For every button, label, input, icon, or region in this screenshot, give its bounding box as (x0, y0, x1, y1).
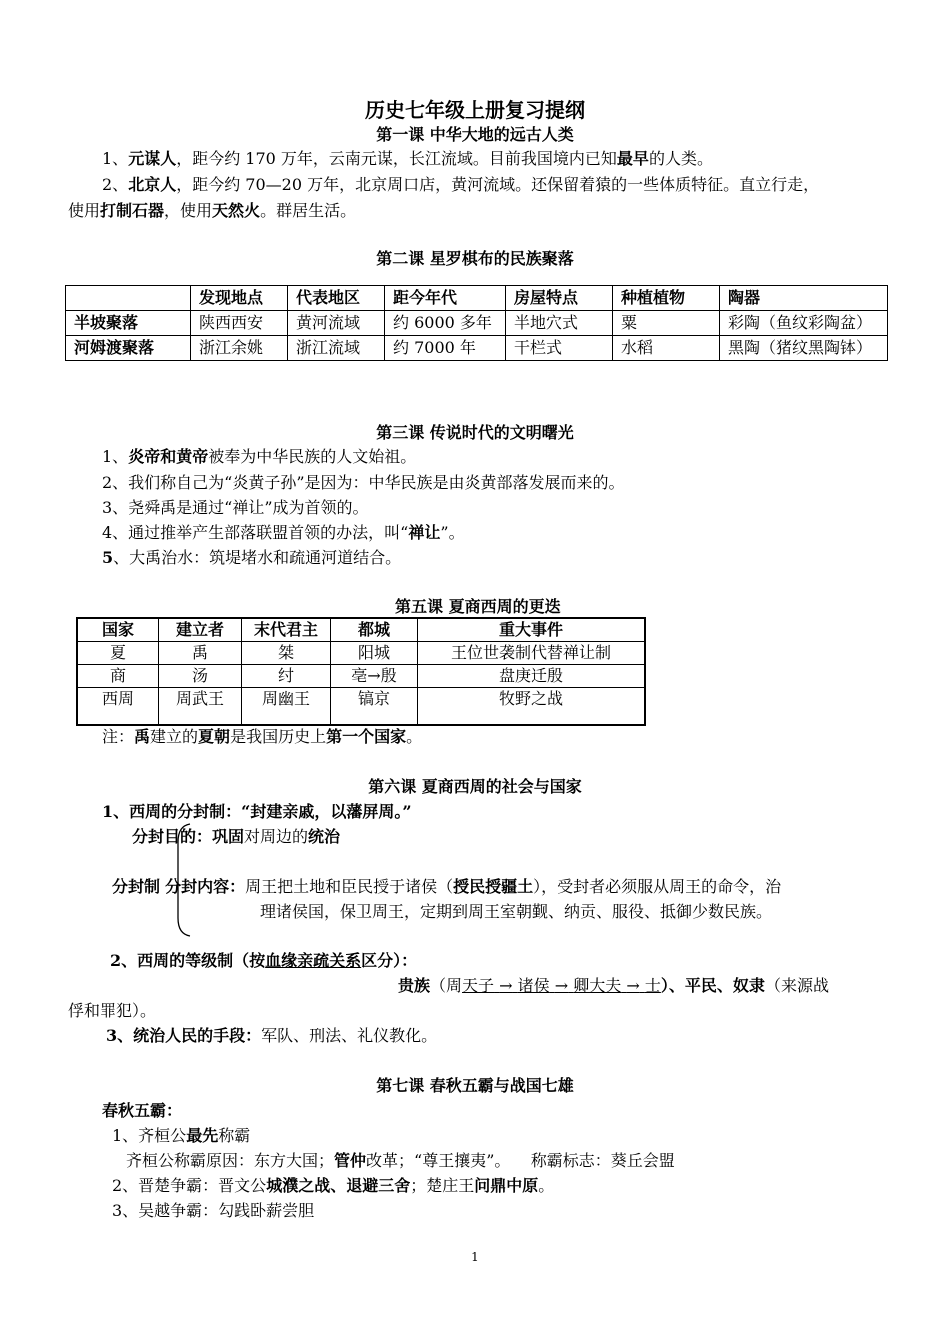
table-cell: 周幽王 (242, 688, 331, 726)
arrow-icon: → (626, 976, 640, 995)
lesson3-line4 (102, 520, 465, 543)
table-cell: 粟 (613, 311, 720, 336)
table-header-row (66, 286, 888, 311)
lesson5-note (102, 724, 422, 747)
item-number: 2、 (102, 175, 129, 194)
text: 称霸 (218, 1126, 251, 1145)
text: ，距今约 170 万年，云南元谋，长江流域。目前我国境内已知 (176, 149, 617, 168)
table-header-cell: 重大事件 (418, 618, 646, 642)
keyword: 北京人 (128, 175, 177, 194)
text: 称霸标志：葵丘会盟 (530, 1151, 675, 1170)
table-row (66, 336, 888, 361)
text: 4、通过推举产生部落联盟首领的办法，叫“ (102, 523, 409, 542)
lesson7-heading: 第七课 春秋五霸与战国七雄 (376, 1076, 574, 1095)
table-header-cell: 种植植物 (613, 286, 720, 311)
table-header-cell: 代表地区 (288, 286, 385, 311)
text: 周王把土地和臣民授于诸侯（ (245, 877, 454, 896)
text: ，距今约 70—20 万年，北京周口店，黄河流域。还保留着猿的一些体质特征。直立行走， (176, 175, 820, 194)
text: ），受封者必须服从周王的命令，治 (533, 877, 782, 896)
page-number: 1 (471, 1250, 479, 1264)
lesson1-line2-cont (68, 198, 356, 221)
keyword: 最先 (186, 1126, 219, 1145)
keyword: 炎帝和黄帝 (128, 447, 209, 466)
table-cell: 约 6000 多年 (385, 311, 506, 336)
text: （来源战 (764, 976, 829, 995)
table-header-cell: 建立者 (159, 618, 242, 642)
keyword: 平民 (684, 976, 717, 995)
table-header-cell: 陶器 (720, 286, 888, 311)
arrow-icon: → (499, 976, 513, 995)
item-number: 1、 (102, 149, 129, 168)
table-cell: 约 7000 年 (385, 336, 506, 361)
table-header-row (77, 618, 645, 642)
table-cell: 夏 (77, 642, 159, 665)
fenfeng-content (112, 874, 781, 897)
text: 被奉为中华民族的人文始祖。 (208, 447, 417, 466)
text: 。 (538, 1176, 555, 1195)
table-cell: 水稻 (613, 336, 720, 361)
table-cell: 亳→殷 (331, 665, 418, 688)
rank-line-cont: 俘和罪犯）。 (68, 1001, 157, 1020)
text: 、 (716, 976, 733, 995)
text: 注： (102, 727, 135, 746)
text: 1、齐桓公 (112, 1126, 187, 1145)
table-cell: 陕西西安 (191, 311, 288, 336)
text: 、大禹治水：筑堤堵水和疏通河道结合。 (113, 548, 402, 567)
lesson1-line1 (102, 146, 713, 169)
keyword: 巩固 (212, 827, 245, 846)
text: 军队、刑法、礼仪教化。 (261, 1026, 438, 1045)
text: 2、西周的等级制（按 (110, 951, 266, 970)
keyword: 奴隶 (732, 976, 765, 995)
keyword: 禹 (134, 727, 151, 746)
text: 是我国历史上 (230, 727, 327, 746)
item-number: 1、 (102, 447, 129, 466)
page-title: 历史七年级上册复习提纲 (365, 98, 585, 122)
table-cell: 半坡聚落 (66, 311, 191, 336)
table-cell: 干栏式 (506, 336, 613, 361)
table-cell: 周武王 (159, 688, 242, 726)
lesson6-item1: 1、西周的分封制：“封建亲戚，以藩屏周。” (102, 802, 412, 821)
lesson6-heading: 第六课 夏商西周的社会与国家 (368, 777, 582, 796)
table-cell: 黑陶（猪纹黑陶钵） (720, 336, 888, 361)
text: 。 (406, 727, 423, 746)
lesson7-line1b (126, 1148, 675, 1171)
table-header-cell: 末代君主 (242, 618, 331, 642)
table-cell: 王位世袭制代替禅让制 (418, 642, 646, 665)
keyword: 禅让 (408, 523, 441, 542)
table-cell: 阳城 (331, 642, 418, 665)
lesson5-heading: 第五课 夏商西周的更迭 (395, 597, 561, 616)
text: 2、晋楚争霸：晋文公 (112, 1176, 267, 1195)
fenfeng-content-cont: 理诸侯国，保卫周王，定期到周王室朝觐、纳贡、服役、抵御少数民族。 (260, 902, 773, 921)
table-cell: 河姆渡聚落 (66, 336, 191, 361)
text: 改革；“尊王攘夷”。 (366, 1151, 511, 1170)
lesson7-line3: 3、吴越争霸：勾践卧薪尝胆 (112, 1201, 315, 1220)
lesson3-line5 (102, 545, 401, 568)
table-cell: 浙江流域 (288, 336, 385, 361)
item-number: 5 (102, 548, 114, 567)
table-header-cell (66, 286, 191, 311)
table-cell: 西周 (77, 688, 159, 726)
table-row (77, 688, 645, 726)
text: 对周边的 (244, 827, 309, 846)
keyword: 元谋人 (128, 149, 177, 168)
fenfeng-purpose (132, 824, 340, 847)
lesson3-line3: 3、尧舜禹是通过“禅让”成为首领的。 (102, 498, 369, 517)
keyword: 第一个国家 (326, 727, 407, 746)
lesson7-line2 (112, 1173, 554, 1196)
table-cell: 半地穴式 (506, 311, 613, 336)
lesson3-line2: 2、我们称自己为“炎黄子孙”是因为：中华民族是由炎黄部落发展而来的。 (102, 473, 625, 492)
lesson7-subheading: 春秋五霸： (102, 1101, 183, 1120)
arrow-icon: → (554, 976, 569, 995)
keyword: 血缘亲疏关系 (265, 951, 362, 970)
table-row (77, 642, 645, 665)
table-cell: 汤 (159, 665, 242, 688)
rank-item: 士 (644, 976, 661, 995)
label: 分封目的： (132, 827, 213, 846)
lesson3-line1 (102, 444, 416, 467)
rank-item: 卿大夫 (573, 976, 622, 995)
text: 区分）： (361, 951, 418, 970)
text: ）、 (660, 976, 685, 995)
settlement-table (65, 285, 888, 361)
table-cell: 禹 (159, 642, 242, 665)
table-header-cell: 距今年代 (385, 286, 506, 311)
keyword: 最早 (616, 149, 649, 168)
lesson2-heading: 第二课 星罗棋布的民族聚落 (376, 249, 574, 268)
keyword: 城濮之战 (266, 1176, 331, 1195)
table-row (66, 311, 888, 336)
keyword: 贵族 (398, 976, 431, 995)
lesson1-heading: 第一课 中华大地的远古人类 (376, 125, 574, 144)
table-cell: 盘庚迁殷 (418, 665, 646, 688)
label: 3、统治人民的手段： (106, 1026, 262, 1045)
table-cell: 纣 (242, 665, 331, 688)
text: 、 (330, 1176, 347, 1195)
keyword: 天然火 (212, 201, 261, 220)
table-header-cell: 发现地点 (191, 286, 288, 311)
text: ；楚庄王 (410, 1176, 475, 1195)
text: 建立的 (150, 727, 199, 746)
table-cell: 彩陶（鱼纹彩陶盆） (720, 311, 888, 336)
rank-item: 天子 (462, 976, 495, 995)
lesson1-line2 (102, 172, 819, 195)
text: 的人类。 (648, 149, 713, 168)
keyword: 统治 (308, 827, 341, 846)
label: 分封内容： (165, 877, 246, 896)
keyword: 退避三舍 (346, 1176, 411, 1195)
rank-line (398, 973, 829, 996)
table-header-cell: 都城 (331, 618, 418, 642)
lesson6-item3 (106, 1023, 437, 1046)
text: 使用 (68, 201, 101, 220)
keyword: 问鼎中原 (474, 1176, 539, 1195)
lesson6-item2 (110, 948, 417, 971)
table-cell: 黄河流域 (288, 311, 385, 336)
table-cell: 镐京 (331, 688, 418, 726)
lesson3-heading: 第三课 传说时代的文明曙光 (376, 423, 574, 442)
table-cell: 浙江余姚 (191, 336, 288, 361)
keyword: 授民授疆土 (453, 877, 534, 896)
table-cell: 桀 (242, 642, 331, 665)
table-header-cell: 房屋特点 (506, 286, 613, 311)
keyword: 夏朝 (198, 727, 231, 746)
text: ，使用 (164, 201, 213, 220)
lesson7-line1 (112, 1123, 250, 1146)
keyword: 管仲 (334, 1151, 367, 1170)
text: 齐桓公称霸原因：东方大国； (126, 1151, 335, 1170)
rank-item: 诸侯 (517, 976, 550, 995)
text: 。群居生活。 (260, 201, 357, 220)
table-cell: 商 (77, 665, 159, 688)
table-header-cell: 国家 (77, 618, 159, 642)
text: （周 (430, 976, 463, 995)
table-cell: 牧野之战 (418, 688, 646, 726)
text: ”。 (440, 523, 465, 542)
label: 分封制 (112, 877, 161, 896)
keyword: 打制石器 (100, 201, 165, 220)
dynasty-table (76, 617, 646, 726)
table-row (77, 665, 645, 688)
